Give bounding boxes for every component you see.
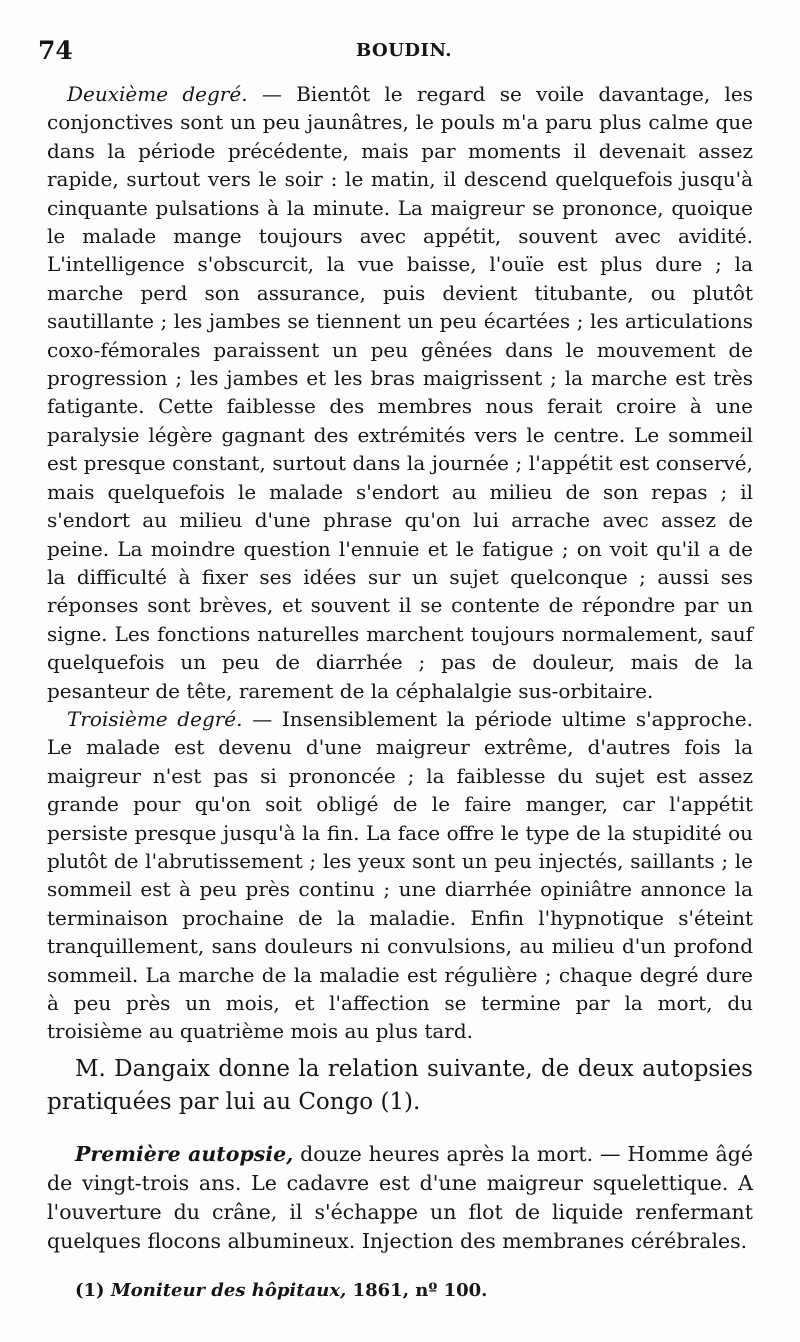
page-header: [38, 36, 762, 66]
paragraph-premiere-autopsie: [47, 1140, 753, 1256]
paragraph-deuxieme-degre: [47, 80, 753, 705]
footnote: [75, 1280, 487, 1301]
autopsy-text: [47, 1140, 753, 1256]
section-intro-paragraph: M. Dangaix donne la relation suivante, de deux autopsies pratiquées par lui au Congo (1).: [47, 1056, 753, 1115]
paragraph-text: douze heures après la mort. — Homme âgé de vingt-trois ans. Le cadavre est d'une maigreur squelettique. A l'ouverture du crâne, il s'échappe un flot de liquide renfermant quelques flocons albumineux. Injection des membranes cérébrales.: [47, 1142, 753, 1253]
paragraph-troisieme-degre: [47, 705, 753, 1046]
paragraph-lead: Troisième degré.: [67, 706, 243, 731]
paragraph-lead: Deuxième degré.: [67, 82, 248, 106]
main-text: [47, 80, 753, 1046]
footnote-marker: (1): [75, 1280, 105, 1301]
footnote-detail: 1861, nº 100.: [346, 1280, 488, 1301]
running-head: BOUDIN.: [356, 40, 453, 61]
paragraph-lead: Première autopsie,: [75, 1142, 294, 1166]
paragraph-text: — Insensiblement la période ultime s'approche. Le malade est devenu d'une maigreur extrême, d'autres fois la maigreur n'est pas si prononcée ; la faiblesse du sujet est assez grande pour qu'on soit obligé de le faire manger, car l'appétit persiste presque jusqu'à la fin. La face offre le type de la stupidité ou plutôt de l'abrutissement ; les yeux sont un peu injectés, saillants ; le sommeil est à peu près continu ; une diarrhée opiniâtre annonce la terminaison prochaine de la maladie. Enfin l'hypnotique s'éteint tranquillement, sans douleurs ni convulsions, au milieu d'un profond sommeil. La marche de la maladie est régulière ; chaque degré dure à peu près un mois, et l'affection se termine par la mort, du troisième au quatrième mois au plus tard.: [47, 706, 753, 1044]
page-number: 74: [38, 36, 73, 65]
paragraph-text: — Bientôt le regard se voile davantage, les conjonctives sont un peu jaunâtres, le pouls m'a paru plus calme que dans la période précédente, mais par moments il devenait assez rapide, surtout vers le soir : le matin, il descend quelquefois jusqu'à cinquante pulsations à la minute. La maigreur se prononce, quoique le malade mange toujours avec appétit, souvent avec avidité. L'intelligence s'obscurcit, la vue baisse, l'ouïe est plus dure ; la marche perd son assurance, puis devient titubante, ou plutôt sautillante ; les jambes se tiennent un peu écartées ; les articulations coxo-fémorales paraissent un peu gênées dans le mouvement de progression ; les jambes et les bras maigrissent ; la marche est très fatigante. Cette faiblesse des membres nous ferait croire à une paralysie légère gagnant des extrémités vers le centre. Le sommeil est presque constant, surtout dans la journée ; l'appétit est conservé, mais quelquefois le malade s'endort au milieu de son repas ; il s'endort au milieu d'une phrase qu'on lui arrache avec assez de peine. La moindre question l'ennuie et le fatigue ; on voit qu'il a de la difficulté à fixer ses idées sur un sujet quelconque ; aussi ses réponses sont brèves, et souvent il se contente de répondre par un signe. Les fonctions naturelles marchent toujours normalement, sauf quelquefois un peu de diarrhée ; pas de douleur, mais de la pesanteur de tête, rarement de la céphalalgie sus-orbitaire.: [47, 82, 754, 703]
footnote-source: Moniteur des hôpitaux,: [110, 1280, 347, 1301]
